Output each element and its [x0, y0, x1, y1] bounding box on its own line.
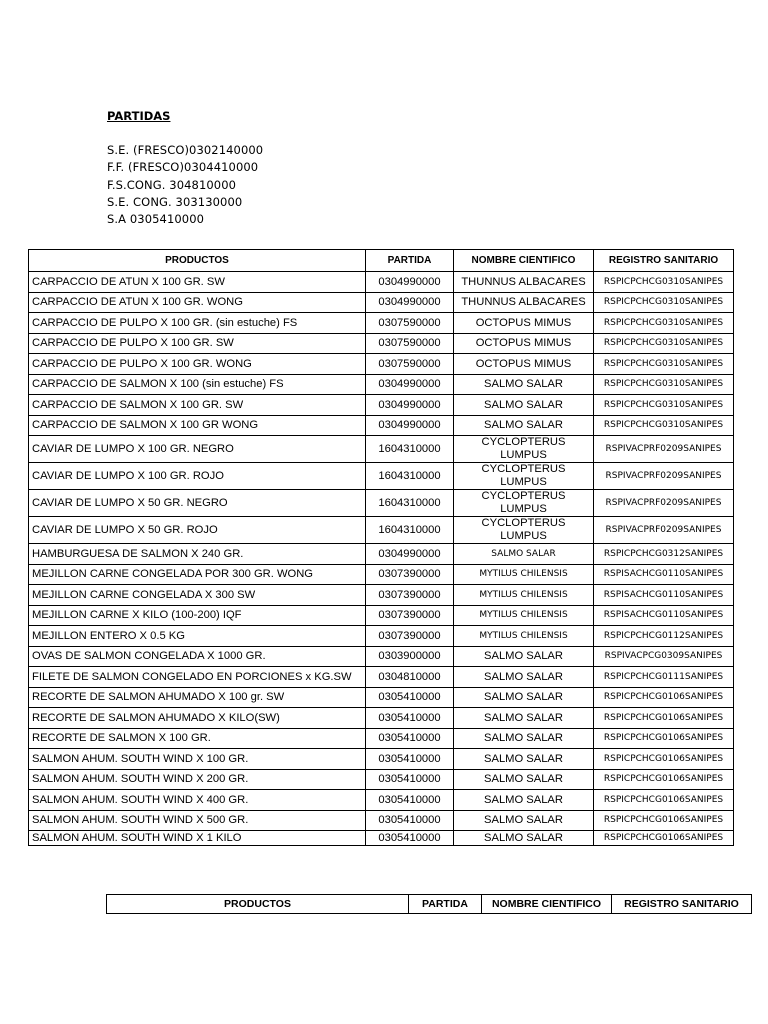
cell-registro-sanitario: RSPICPCHCG0310SANIPES: [594, 374, 734, 395]
table-row: [29, 313, 734, 334]
cell-producto: CARPACCIO DE SALMON X 100 GR WONG: [29, 415, 366, 436]
cell-partida: 0305410000: [366, 810, 454, 831]
cell-partida: 0304990000: [366, 415, 454, 436]
cell-nombre-cientifico: THUNNUS ALBACARES: [454, 272, 594, 293]
cell-registro-sanitario: RSPICPCHCG0106SANIPES: [594, 810, 734, 831]
cell-registro-sanitario: RSPICPCHCG0106SANIPES: [594, 708, 734, 729]
table-row: [29, 667, 734, 688]
cell-producto: HAMBURGUESA DE SALMON X 240 GR.: [29, 544, 366, 565]
cell-nombre-cientifico: SALMO SALAR: [454, 395, 594, 416]
table-row: [29, 749, 734, 770]
cell-partida: 0304990000: [366, 544, 454, 565]
cell-nombre-cientifico: SALMO SALAR: [454, 769, 594, 790]
cell-partida: 0307390000: [366, 626, 454, 647]
cell-partida: 0305410000: [366, 708, 454, 729]
cell-producto: CARPACCIO DE PULPO X 100 GR. SW: [29, 333, 366, 354]
products-table-2: [106, 894, 752, 914]
cell-producto: CAVIAR DE LUMPO X 50 GR. NEGRO: [29, 490, 366, 517]
cell-nombre-cientifico: SALMO SALAR: [454, 810, 594, 831]
cell-producto: CARPACCIO DE ATUN X 100 GR. WONG: [29, 292, 366, 313]
cell-producto: CARPACCIO DE SALMON X 100 (sin estuche) FS: [29, 374, 366, 395]
table-row: [29, 687, 734, 708]
cell-producto: CARPACCIO DE PULPO X 100 GR. (sin estuche) FS: [29, 313, 366, 334]
cell-registro-sanitario: RSPIVACPRF0209SANIPES: [594, 490, 734, 517]
header-registro-sanitario: REGISTRO SANITARIO: [612, 895, 752, 914]
cell-producto: CAVIAR DE LUMPO X 100 GR. ROJO: [29, 463, 366, 490]
cell-partida: 0305410000: [366, 769, 454, 790]
cell-producto: MEJILLON CARNE X KILO (100-200) IQF: [29, 605, 366, 626]
partida-code-line: S.A 0305410000: [107, 212, 205, 227]
cell-registro-sanitario: RSPISACHCG0110SANIPES: [594, 564, 734, 585]
header-nombre-cientifico: NOMBRE CIENTIFICO: [454, 250, 594, 272]
cell-nombre-cientifico: CYCLOPTERUS LUMPUS: [454, 490, 594, 517]
cell-producto: SALMON AHUM. SOUTH WIND X 1 KILO: [29, 831, 366, 846]
header-productos: PRODUCTOS: [29, 250, 366, 272]
cell-producto: MEJILLON CARNE CONGELADA X 300 SW: [29, 585, 366, 606]
partidas-title: PARTIDAS: [107, 109, 171, 123]
table-row: [29, 544, 734, 565]
cell-nombre-cientifico: SALMO SALAR: [454, 831, 594, 846]
cell-nombre-cientifico: SALMO SALAR: [454, 749, 594, 770]
cell-nombre-cientifico: SALMO SALAR: [454, 374, 594, 395]
cell-partida: 1604310000: [366, 517, 454, 544]
cell-producto: RECORTE DE SALMON AHUMADO X 100 gr. SW: [29, 687, 366, 708]
cell-partida: 0305410000: [366, 831, 454, 846]
table-row: [29, 708, 734, 729]
cell-nombre-cientifico: SALMO SALAR: [454, 728, 594, 749]
cell-registro-sanitario: RSPISACHCG0110SANIPES: [594, 585, 734, 606]
table-row: [29, 728, 734, 749]
cell-registro-sanitario: RSPICPCHCG0106SANIPES: [594, 831, 734, 846]
table-row: [29, 626, 734, 647]
table-row: [29, 831, 734, 846]
cell-registro-sanitario: RSPICPCHCG0106SANIPES: [594, 687, 734, 708]
table-header-row: [29, 250, 734, 272]
table-row: [29, 272, 734, 293]
cell-nombre-cientifico: SALMO SALAR: [454, 415, 594, 436]
cell-producto: CAVIAR DE LUMPO X 100 GR. NEGRO: [29, 436, 366, 463]
partida-code-line: F.S.CONG. 304810000: [107, 177, 237, 192]
cell-producto: CARPACCIO DE PULPO X 100 GR. WONG: [29, 354, 366, 375]
cell-nombre-cientifico: MYTILUS CHILENSIS: [454, 605, 594, 626]
cell-partida: 0304810000: [366, 667, 454, 688]
cell-nombre-cientifico: OCTOPUS MIMUS: [454, 354, 594, 375]
cell-partida: 0304990000: [366, 374, 454, 395]
cell-registro-sanitario: RSPICPCHCG0310SANIPES: [594, 354, 734, 375]
cell-registro-sanitario: RSPICPCHCG0310SANIPES: [594, 333, 734, 354]
partidas-section: [107, 109, 263, 228]
cell-partida: 0307390000: [366, 564, 454, 585]
header-productos: PRODUCTOS: [107, 895, 409, 914]
table-row: [29, 292, 734, 313]
cell-registro-sanitario: RSPICPCHCG0310SANIPES: [594, 272, 734, 293]
cell-producto: CAVIAR DE LUMPO X 50 GR. ROJO: [29, 517, 366, 544]
cell-nombre-cientifico: CYCLOPTERUS LUMPUS: [454, 436, 594, 463]
cell-registro-sanitario: RSPICPCHCG0106SANIPES: [594, 769, 734, 790]
cell-partida: 0307590000: [366, 354, 454, 375]
cell-nombre-cientifico: CYCLOPTERUS LUMPUS: [454, 517, 594, 544]
cell-producto: MEJILLON ENTERO X 0.5 KG: [29, 626, 366, 647]
cell-partida: 0304990000: [366, 292, 454, 313]
cell-producto: RECORTE DE SALMON AHUMADO X KILO(SW): [29, 708, 366, 729]
cell-registro-sanitario: RSPIVACPCG0309SANIPES: [594, 646, 734, 667]
cell-registro-sanitario: RSPICPCHCG0310SANIPES: [594, 292, 734, 313]
cell-nombre-cientifico: OCTOPUS MIMUS: [454, 333, 594, 354]
partida-code-line: S.E. CONG. 303130000: [107, 194, 243, 209]
table-row: [29, 374, 734, 395]
cell-partida: 1604310000: [366, 436, 454, 463]
cell-producto: RECORTE DE SALMON X 100 GR.: [29, 728, 366, 749]
cell-partida: 0305410000: [366, 687, 454, 708]
cell-partida: 0303900000: [366, 646, 454, 667]
header-registro-sanitario: REGISTRO SANITARIO: [594, 250, 734, 272]
cell-producto: FILETE DE SALMON CONGELADO EN PORCIONES x KG.SW: [29, 667, 366, 688]
cell-partida: 0307590000: [366, 313, 454, 334]
table-row: [29, 517, 734, 544]
cell-registro-sanitario: RSPIVACPRF0209SANIPES: [594, 517, 734, 544]
cell-partida: 0304990000: [366, 395, 454, 416]
cell-registro-sanitario: RSPICPCHCG0106SANIPES: [594, 749, 734, 770]
cell-registro-sanitario: RSPISACHCG0110SANIPES: [594, 605, 734, 626]
cell-registro-sanitario: RSPICPCHCG0112SANIPES: [594, 626, 734, 647]
table-row: [29, 463, 734, 490]
cell-producto: SALMON AHUM. SOUTH WIND X 400 GR.: [29, 790, 366, 811]
table-row: [29, 769, 734, 790]
table-row: [29, 646, 734, 667]
cell-registro-sanitario: RSPICPCHCG0310SANIPES: [594, 313, 734, 334]
table-row: [29, 395, 734, 416]
cell-partida: 1604310000: [366, 463, 454, 490]
header-partida: PARTIDA: [366, 250, 454, 272]
cell-producto: SALMON AHUM. SOUTH WIND X 200 GR.: [29, 769, 366, 790]
table-row: [29, 564, 734, 585]
cell-partida: 0305410000: [366, 749, 454, 770]
cell-nombre-cientifico: SALMO SALAR: [454, 790, 594, 811]
table-row: [29, 436, 734, 463]
cell-nombre-cientifico: MYTILUS CHILENSIS: [454, 626, 594, 647]
table-header-row: [107, 895, 752, 914]
cell-producto: CARPACCIO DE ATUN X 100 GR. SW: [29, 272, 366, 293]
cell-registro-sanitario: RSPIVACPRF0209SANIPES: [594, 436, 734, 463]
cell-producto: CARPACCIO DE SALMON X 100 GR. SW: [29, 395, 366, 416]
cell-registro-sanitario: RSPICPCHCG0111SANIPES: [594, 667, 734, 688]
cell-producto: MEJILLON CARNE CONGELADA POR 300 GR. WONG: [29, 564, 366, 585]
cell-registro-sanitario: RSPIVACPRF0209SANIPES: [594, 463, 734, 490]
header-nombre-cientifico: NOMBRE CIENTIFICO: [482, 895, 612, 914]
products-table: [28, 249, 734, 846]
cell-nombre-cientifico: THUNNUS ALBACARES: [454, 292, 594, 313]
cell-nombre-cientifico: MYTILUS CHILENSIS: [454, 585, 594, 606]
cell-nombre-cientifico: SALMO SALAR: [454, 687, 594, 708]
cell-registro-sanitario: RSPICPCHCG0106SANIPES: [594, 790, 734, 811]
cell-partida: 0305410000: [366, 728, 454, 749]
cell-partida: 1604310000: [366, 490, 454, 517]
cell-nombre-cientifico: CYCLOPTERUS LUMPUS: [454, 463, 594, 490]
table-row: [29, 810, 734, 831]
cell-nombre-cientifico: SALMO SALAR: [454, 667, 594, 688]
table-row: [29, 415, 734, 436]
cell-partida: 0307390000: [366, 585, 454, 606]
cell-nombre-cientifico: SALMO SALAR: [454, 646, 594, 667]
cell-nombre-cientifico: OCTOPUS MIMUS: [454, 313, 594, 334]
cell-nombre-cientifico: MYTILUS CHILENSIS: [454, 564, 594, 585]
cell-producto: SALMON AHUM. SOUTH WIND X 100 GR.: [29, 749, 366, 770]
cell-producto: SALMON AHUM. SOUTH WIND X 500 GR.: [29, 810, 366, 831]
table-row: [29, 585, 734, 606]
cell-registro-sanitario: RSPICPCHCG0312SANIPES: [594, 544, 734, 565]
cell-partida: 0307390000: [366, 605, 454, 626]
cell-nombre-cientifico: SALMO SALAR: [454, 708, 594, 729]
table-row: [29, 605, 734, 626]
partida-code-line: F.F. (FRESCO)0304410000: [107, 160, 259, 175]
cell-partida: 0305410000: [366, 790, 454, 811]
cell-producto: OVAS DE SALMON CONGELADA X 1000 GR.: [29, 646, 366, 667]
cell-registro-sanitario: RSPICPCHCG0106SANIPES: [594, 728, 734, 749]
cell-nombre-cientifico: SALMO SALAR: [454, 544, 594, 565]
table-row: [29, 354, 734, 375]
cell-partida: 0304990000: [366, 272, 454, 293]
partida-code-line: S.E. (FRESCO)0302140000: [107, 143, 264, 157]
cell-registro-sanitario: RSPICPCHCG0310SANIPES: [594, 395, 734, 416]
table-row: [29, 490, 734, 517]
cell-partida: 0307590000: [366, 333, 454, 354]
table-row: [29, 790, 734, 811]
table-row: [29, 333, 734, 354]
cell-registro-sanitario: RSPICPCHCG0310SANIPES: [594, 415, 734, 436]
header-partida: PARTIDA: [409, 895, 482, 914]
